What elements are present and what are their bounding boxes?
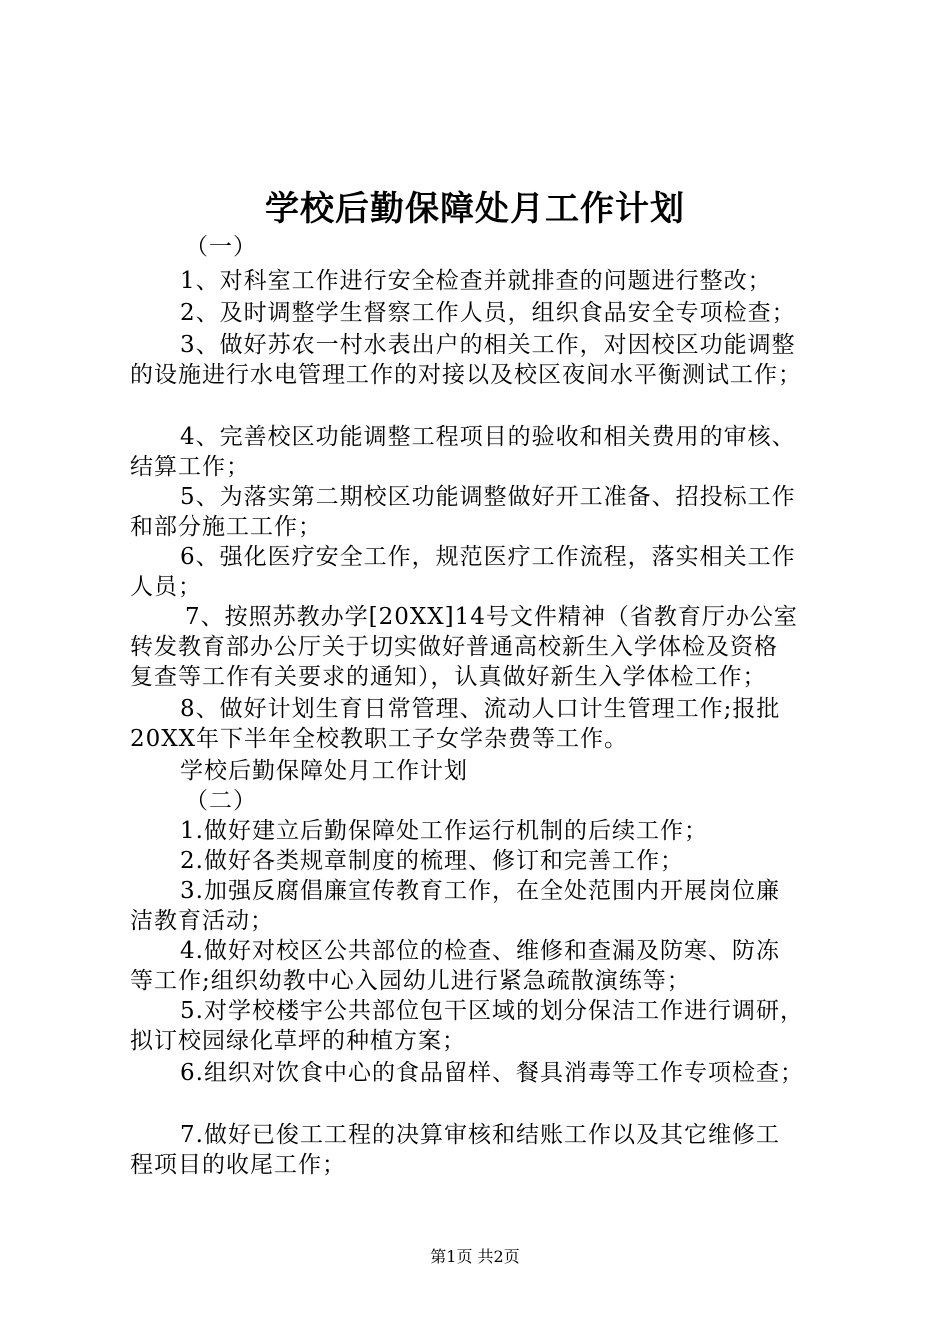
paragraph-line: 3、做好苏农一村水表出户的相关工作，对因校区功能调整: [180, 332, 796, 358]
paragraph-line: 程项目的收尾工作；: [130, 1152, 346, 1178]
paragraph-line: 3.加强反腐倡廉宣传教育工作，在全处范围内开展岗位廉: [180, 878, 780, 904]
section-label: （一）: [185, 234, 257, 260]
paragraph-line: 1、对科室工作进行安全检查并就排查的问题进行整改；: [180, 268, 772, 294]
paragraph-line: 8、做好计划生育日常管理、流动人口计生管理工作;报批: [180, 696, 781, 722]
paragraph-line: 20XX年下半年全校教职工子女学杂费等工作。: [130, 726, 629, 752]
paragraph-line: 6.组织对饮食中心的食品留样、餐具消毒等工作专项检查；: [180, 1060, 804, 1086]
paragraph-line: 和部分施工工作；: [130, 514, 322, 540]
section-label: （二）: [185, 788, 257, 814]
paragraph-line: 5、为落实第二期校区功能调整做好开工准备、招投标工作: [180, 484, 796, 510]
paragraph-line: 4.做好对校区公共部位的检查、维修和查漏及防寒、防冻: [180, 938, 780, 964]
paragraph-line: 5.对学校楼宇公共部位包干区域的划分保洁工作进行调研，: [180, 998, 804, 1024]
paragraph-line: 洁教育活动；: [130, 908, 274, 934]
paragraph-line: 1.做好建立后勤保障处工作运行机制的后续工作；: [180, 818, 708, 844]
subheading-line: 学校后勤保障处月工作计划: [180, 758, 468, 784]
page-footer: 第1页 共2页: [430, 1247, 520, 1266]
paragraph-line: 结算工作；: [130, 454, 250, 480]
paragraph-line: 等工作;组织幼教中心入园幼儿进行紧急疏散演练等；: [130, 968, 691, 994]
paragraph-line: 2.做好各类规章制度的梳理、修订和完善工作；: [180, 848, 684, 874]
paragraph-line: 转发教育部办公厅关于切实做好普通高校新生入学体检及资格: [130, 634, 778, 660]
paragraph-line: 4、完善校区功能调整工程项目的验收和相关费用的审核、: [180, 424, 796, 450]
paragraph-line: 的设施进行水电管理工作的对接以及校区夜间水平衡测试工作；: [130, 362, 802, 388]
paragraph-line: 7、按照苏教办学[20XX]14号文件精神（省教育厅办公室: [185, 604, 798, 630]
document-title: 学校后勤保障处月工作计划: [265, 189, 685, 229]
paragraph-line: 6、强化医疗安全工作，规范医疗工作流程，落实相关工作: [180, 544, 796, 570]
paragraph-line: 复查等工作有关要求的通知），认真做好新生入学体检工作；: [130, 664, 767, 690]
paragraph-line: 人员；: [130, 574, 202, 600]
paragraph-line: 7.做好已俊工工程的决算审核和结账工作以及其它维修工: [180, 1122, 780, 1148]
paragraph-line: 拟订校园绿化草坪的种植方案；: [130, 1028, 466, 1054]
paragraph-line: 2、及时调整学生督察工作人员，组织食品安全专项检查；: [180, 300, 796, 326]
